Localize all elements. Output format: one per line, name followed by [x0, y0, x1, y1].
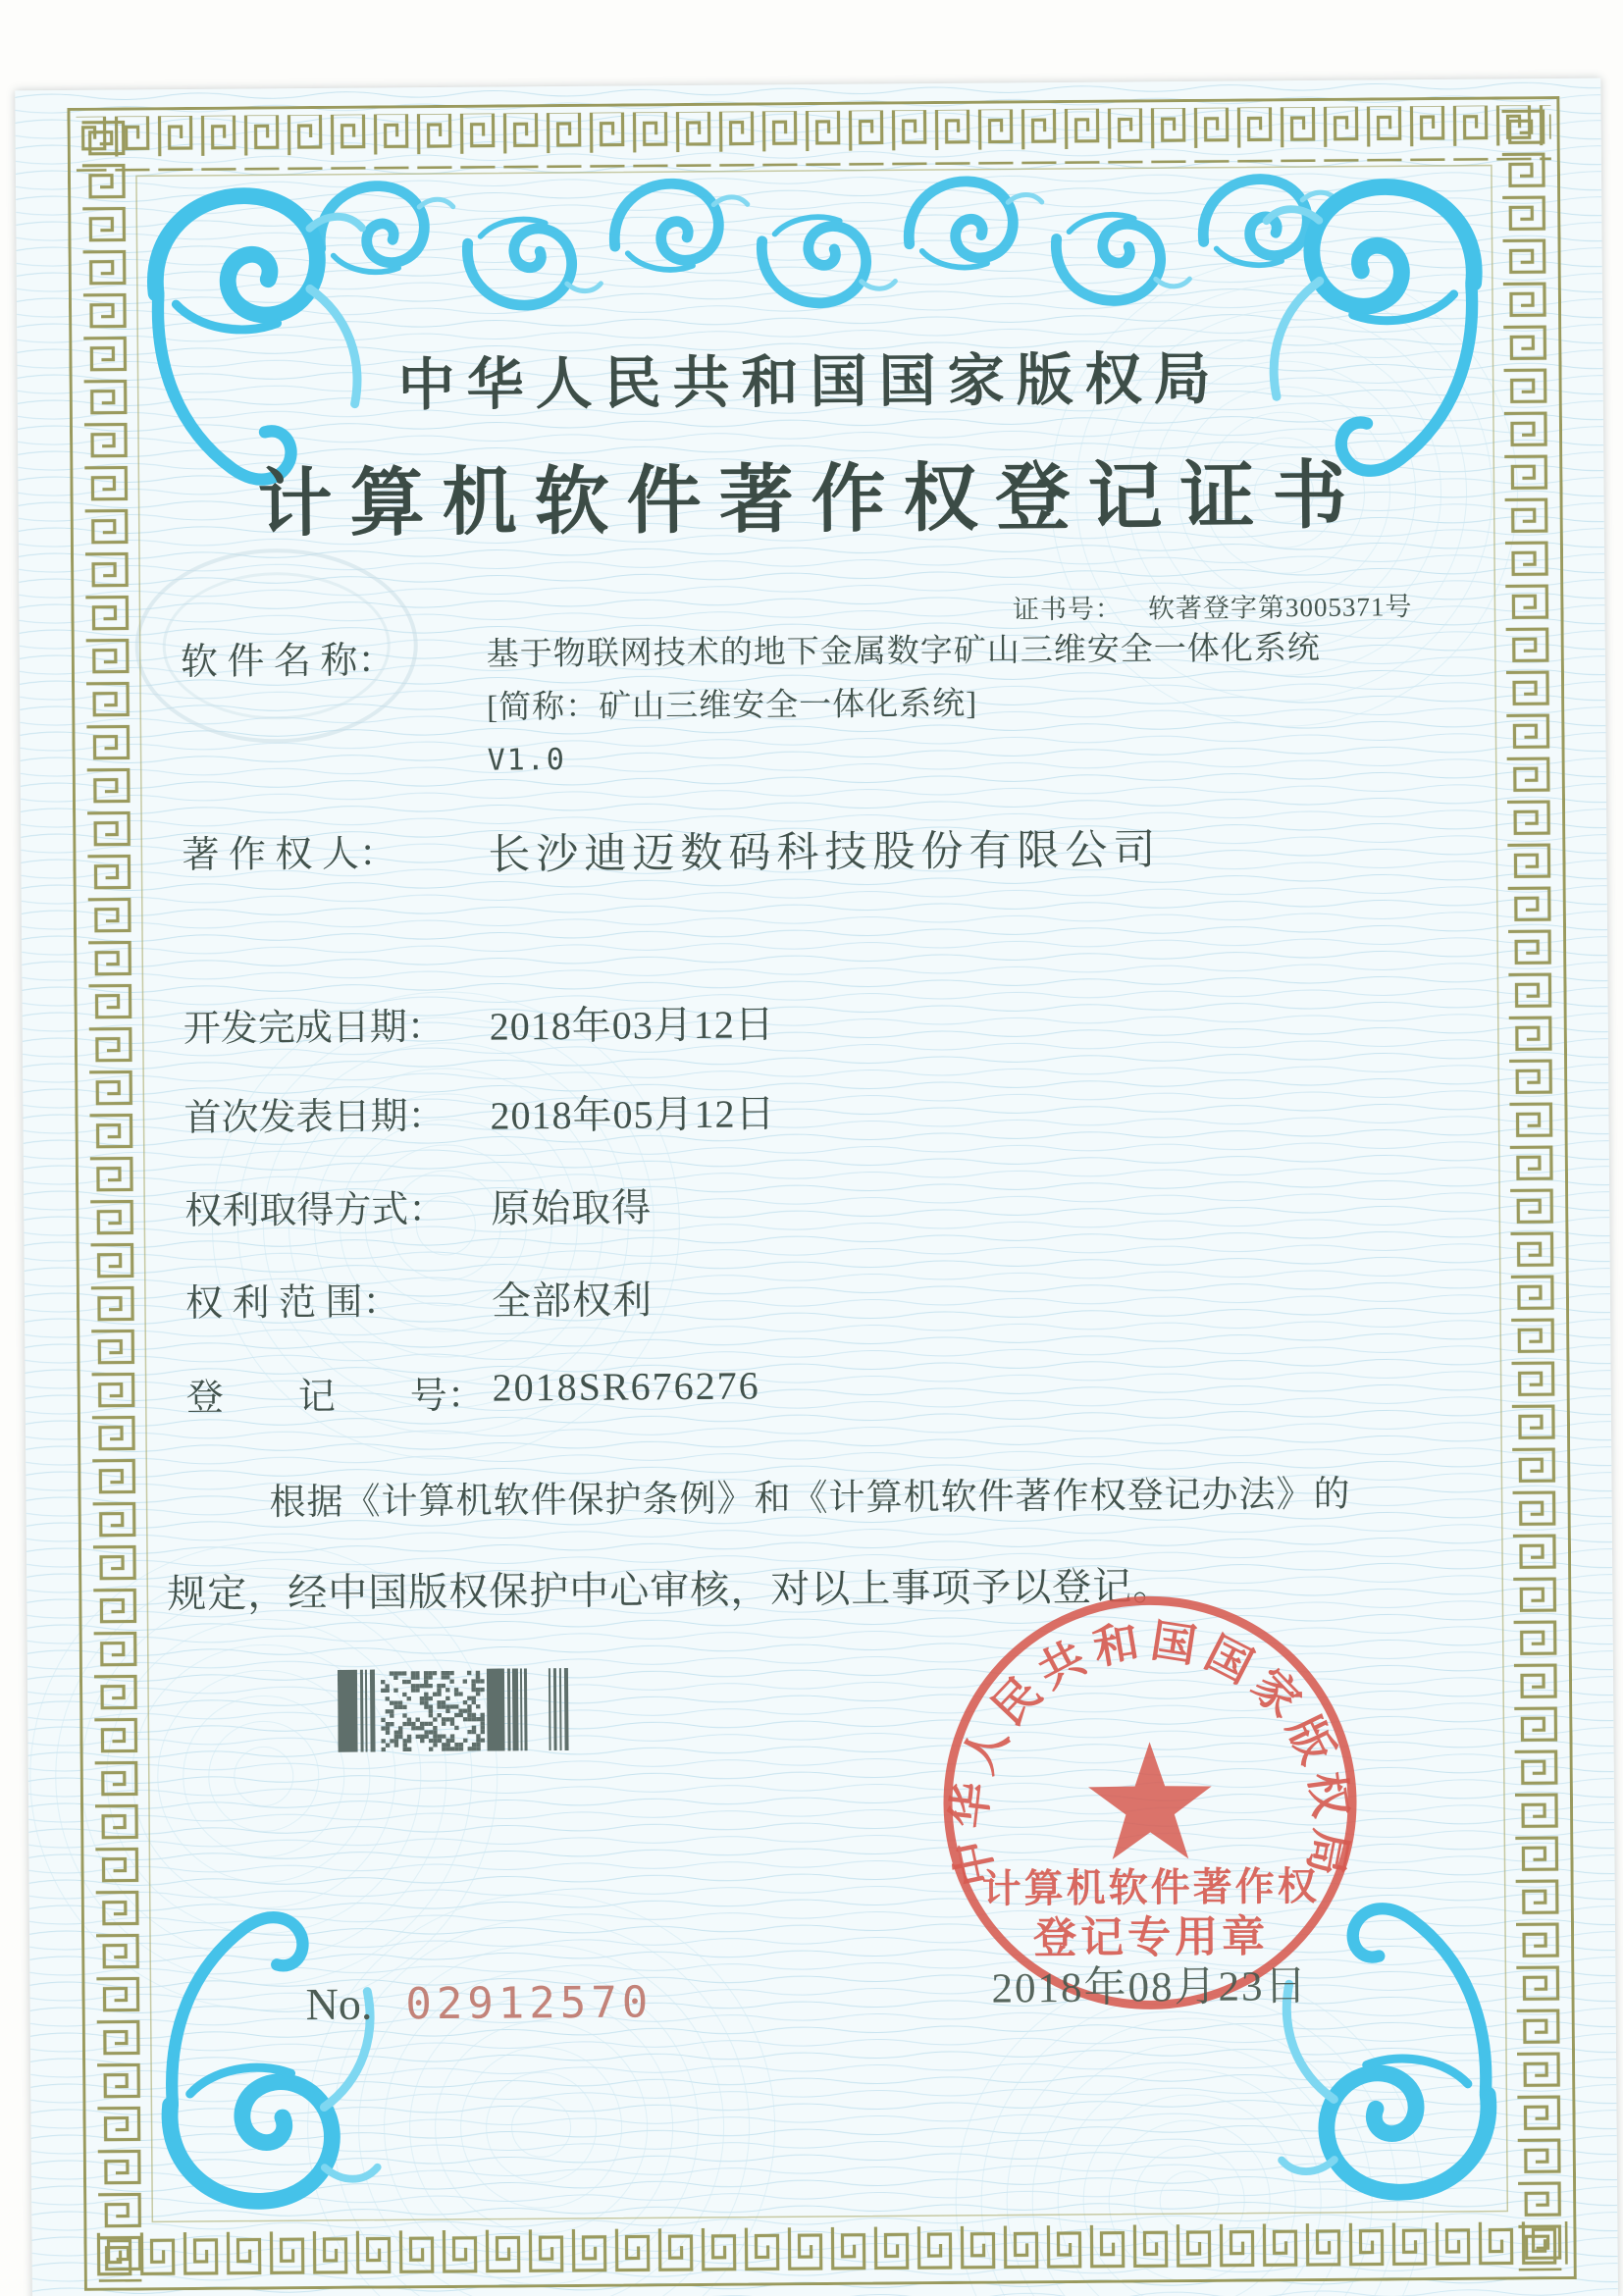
corner-flourish-bottom-left	[168, 1916, 377, 2202]
field-label: 软 件 名 称：	[180, 640, 395, 684]
field-row-first-publication-date	[183, 1082, 775, 1143]
field-row-registration-number	[185, 1362, 759, 1421]
seal-text-line2: 登记专用章	[1032, 1912, 1270, 1963]
serial-number-line	[305, 1975, 653, 2030]
field-label: 首次发表日期：	[183, 1095, 445, 1140]
field-row-copyright-owner	[182, 816, 1161, 884]
field-row-rights-scope	[185, 1269, 653, 1329]
certificate-number-value: 软著登字第3005371号	[1147, 592, 1413, 624]
certificate-paper	[15, 78, 1618, 2296]
field-value: 原始取得	[491, 1185, 653, 1231]
corner-flourish-top-left	[155, 195, 364, 481]
field-value: 2018年03月12日	[489, 1002, 775, 1049]
statement-line-2: 规定，经中国版权保护中心审核，对以上事项予以登记。	[167, 1564, 1174, 1617]
field-value	[487, 622, 1322, 788]
corner-flourish-top-right	[1266, 186, 1475, 472]
field-value: 长沙迪迈数码科技股份有限公司	[488, 827, 1162, 879]
field-row-software-name	[181, 622, 1322, 790]
seal-date: 2018年08月23日	[991, 1963, 1309, 2012]
seal-ring-text: 中华人民共和国国家版权局	[943, 1615, 1357, 1891]
certificate-title: 计算机软件著作权登记证书	[257, 454, 1365, 547]
field-label: 权利取得方式：	[184, 1188, 446, 1233]
statement-line-1: 根据《计算机软件保护条例》和《计算机软件著作权登记办法》的	[269, 1474, 1351, 1524]
seal-text-line1: 计算机软件著作权	[981, 1863, 1320, 1911]
serial-number: 02912570	[405, 1977, 654, 2030]
field-row-rights-acquisition	[184, 1176, 652, 1236]
field-label: 登 记 号：	[185, 1375, 485, 1420]
field-value: 2018SR676276	[492, 1363, 760, 1410]
certificate-number-label: 证书号：	[1012, 594, 1124, 625]
authority-title: 中华人民共和国国家版权局	[397, 346, 1223, 418]
field-value: 全部权利	[491, 1278, 654, 1324]
serial-prefix: No.	[305, 1978, 373, 2030]
field-label: 著 作 权 人：	[182, 833, 397, 877]
top-scroll-band	[320, 179, 1337, 307]
field-label: 权 利 范 围：	[184, 1281, 400, 1326]
field-value: 2018年05月12日	[490, 1091, 776, 1138]
software-name-line1: 基于物联网技术的地下金属数字矿山三维安全一体化系统	[486, 630, 1321, 673]
seal-star-icon	[1088, 1742, 1213, 1859]
software-name-line2: [简称：矿山三维安全一体化系统]	[487, 686, 978, 726]
software-version: V1.0	[487, 742, 567, 778]
barcode	[338, 1668, 571, 1752]
field-label: 开发完成日期：	[183, 1006, 445, 1051]
field-row-dev-completion-date	[183, 993, 775, 1054]
